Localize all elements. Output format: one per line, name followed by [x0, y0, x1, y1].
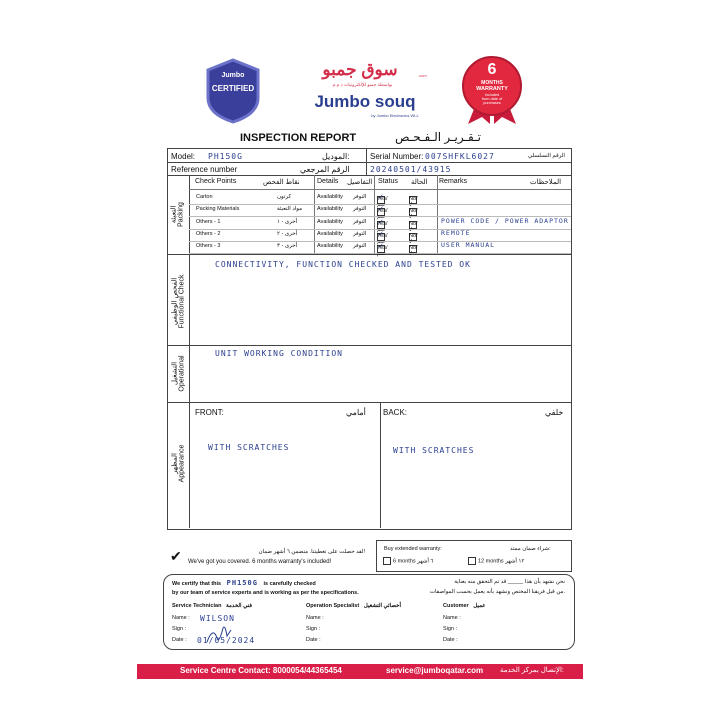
packing-row: Carton كرتون Availability التوفر ✓ Yes/نعم No/لا — [193, 192, 570, 204]
col-remarks-ar: الملاحظات — [530, 179, 562, 186]
detail-text-ar: التوفر — [353, 218, 367, 225]
packing-row: Others - 2 أخرى - ٢ Availability التوفر ✓ Yes/نعم No/لا REMOTE — [193, 229, 570, 241]
certify-ar2: من قبل فريقنا المختص ونشهد بأنه يعمل بحسب المواصفات. — [429, 589, 565, 595]
brand-en: Jumbo souq — [314, 92, 416, 111]
warranty-num: 6 — [487, 61, 497, 78]
brand-suffix: .com — [418, 73, 427, 78]
certify-line2: by our team of service experts and is working as per the specifications. — [172, 590, 359, 596]
check-point-item-ar: مواد التعبئة — [277, 206, 303, 213]
front-label-ar: أمامي — [346, 408, 366, 417]
detail-text: Availability — [317, 230, 343, 237]
packing-label: التعبئة Packing — [170, 202, 185, 227]
detail-text-ar: التوفر — [353, 230, 367, 237]
model-label: Model: — [171, 152, 196, 161]
brand-ar: سوق جمبو — [322, 60, 398, 79]
warranty-opt-6[interactable]: 6 months ٦ أشهر — [383, 557, 433, 565]
packing-row: Others - 1 أخرى - ١ Availability التوفر ✓ Yes/نعم No/لا POWER CODE / POWER ADAPTOR — [193, 217, 570, 229]
tech-header: Service Technician فني الخدمة — [172, 603, 252, 609]
warranty-included-en: We've got you covered. 6 months warranty's included! — [188, 559, 332, 565]
page-title: INSPECTION REPORT — [240, 132, 357, 144]
remark-text: USER MANUAL — [441, 241, 496, 250]
check-point-item: Others - 1 — [196, 218, 221, 225]
warranty-l1: MONTHS — [481, 80, 503, 86]
check-point-item: Packing Materials — [196, 206, 240, 213]
detail-text: Availability — [317, 218, 343, 225]
certify-ar1: نحن نشهد بأن هذا _____ قد تم التحقق منه بعناية — [454, 579, 565, 585]
check-point-item: Carton — [196, 194, 213, 200]
functional-note: CONNECTIVITY, FUNCTION CHECKED AND TESTED OK — [215, 260, 471, 269]
sig-date-label: Date : — [443, 637, 458, 643]
certify-model: PH150G — [226, 579, 258, 587]
sig-name-label: Name : — [306, 615, 324, 621]
remark-text: POWER CODE / POWER ADAPTOR — [441, 216, 569, 225]
serial-value: 007SHFKL6027 — [425, 152, 495, 161]
sig-sign-label: Sign : — [443, 626, 458, 632]
col-status-ar: الحالة — [411, 179, 428, 186]
col-details: Details — [317, 178, 339, 185]
model-value: PH150G — [208, 152, 243, 161]
buy-warranty-label-ar: شراء ضمان ممتد: — [510, 546, 551, 552]
warranty-included-ar: لقد حصلت على تغطيتنا. متضمن ٦ أشهر ضمان! — [258, 549, 365, 555]
extended-warranty-box — [376, 540, 572, 572]
warranty-opt-12[interactable]: 12 months ١٢ أشهر — [468, 557, 524, 565]
certify-text-a: We certify that this — [172, 581, 222, 587]
certify-text-b: is carefully checked — [263, 581, 316, 587]
back-label-ar: خلفي — [545, 408, 564, 417]
row-divider — [189, 253, 571, 254]
col-remarks: Remarks — [439, 178, 468, 185]
tech-date: 01/05/2024 — [197, 636, 256, 645]
detail-text: Availability — [317, 194, 343, 200]
col-check-points: Check Points — [195, 178, 237, 185]
detail-text: Availability — [317, 206, 343, 213]
footer-contact-ar: الإتصال بمركز الخدمة: — [500, 667, 564, 674]
col-details-ar: التفاصيل — [347, 179, 373, 186]
packing-row: Packing Materials مواد التعبئة Availability التوفر ✓ Yes/نعم No/لا — [193, 204, 570, 216]
detail-text-ar: التوفر — [353, 194, 367, 200]
footer-contact: Service Centre Contact: 8000054/44365454 — [180, 666, 342, 675]
brand-ar-sub: بواسطة جمبو للإلكترونيات ذ.م.م — [332, 82, 393, 87]
certified-main: CERTIFIED — [211, 84, 255, 93]
warranty-l4: from date of — [481, 97, 503, 101]
operational-label: التشغيل Operational — [171, 355, 186, 392]
checkmark-icon: ✔ — [170, 548, 182, 564]
ref-label-ar: الرقم المرجعي — [300, 165, 350, 174]
back-note: WITH SCRATCHES — [393, 446, 475, 455]
ops-header: Operation Specialist أخصائي التشغيل — [306, 603, 402, 609]
sig-sign-label: Sign : — [172, 626, 187, 632]
remark-text: REMOTE — [441, 228, 471, 237]
serial-label: Serial Number: — [370, 152, 424, 161]
check-point-item: Others - 3 — [196, 243, 221, 250]
sig-name-label: Name : — [443, 615, 461, 621]
tech-name: WILSON — [200, 614, 235, 623]
front-note: WITH SCRATCHES — [208, 443, 290, 452]
ref-value: 20240501/43915 — [370, 165, 452, 174]
warranty-badge — [460, 54, 524, 126]
check-point-item-ar: أخرى - ١ — [277, 218, 298, 225]
footer-email[interactable]: service@jumboqatar.com — [386, 666, 484, 675]
page-title-ar: تـقـريـر الـفـحـص — [395, 130, 481, 144]
sig-sign-label: Sign : — [306, 626, 321, 632]
brand-en-sub: by Jumbo Electronics WLL — [371, 113, 419, 118]
model-label-ar: الموديل: — [322, 152, 350, 161]
front-label: FRONT: — [195, 408, 224, 417]
detail-text-ar: التوفر — [353, 206, 367, 213]
certified-top: Jumbo — [221, 72, 245, 79]
jumbo-certified-badge — [204, 58, 262, 124]
operational-note: UNIT WORKING CONDITION — [215, 349, 343, 358]
ref-label: Reference number — [171, 165, 238, 174]
sig-date-label: Date : — [172, 637, 187, 643]
sig-name-label: Name : — [172, 615, 190, 621]
check-point-item-ar: كرتون — [277, 194, 292, 200]
check-point-item-ar: أخرى - ٢ — [277, 230, 298, 237]
check-point-item: Others - 2 — [196, 230, 221, 237]
functional-label: الفحص الوظيفي Functional Check — [171, 274, 186, 329]
check-point-item-ar: أخرى - ٣ — [277, 243, 298, 250]
packing-row: Others - 3 أخرى - ٣ Availability التوفر ✓ Yes/نعم No/لا USER MANUAL — [193, 241, 570, 253]
back-label: BACK: — [383, 408, 408, 417]
col-check-points-ar: نقاط الفحص — [263, 179, 300, 186]
col-status: Status — [378, 178, 398, 185]
serial-label-ar: الرقم التسلسلي — [528, 153, 565, 159]
buy-warranty-label: Buy extended warranty: — [384, 546, 442, 552]
warranty-l2: WARRANTY — [476, 86, 508, 92]
cust-header: Customer عميل — [443, 603, 486, 609]
warranty-l5: purchases — [483, 101, 501, 105]
detail-text: Availability — [317, 243, 343, 250]
warranty-l3: Included — [484, 93, 500, 97]
sig-date-label: Date : — [306, 637, 321, 643]
detail-text-ar: التوفر — [353, 243, 367, 250]
appearance-label: المظهر Appearance — [171, 444, 186, 483]
